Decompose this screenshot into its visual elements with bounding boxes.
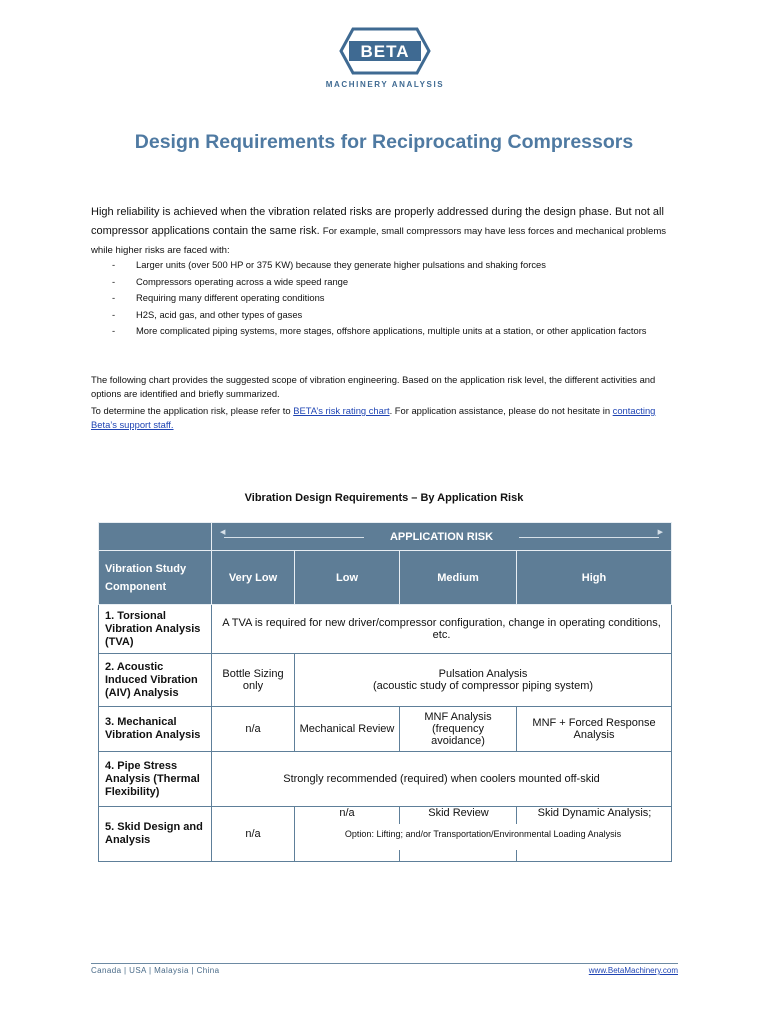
list-item: - H2S, acid gas, and other types of gases	[112, 308, 303, 320]
skid-low: n/a	[339, 807, 355, 819]
component-skid: 5. Skid Design and Analysis	[99, 807, 212, 862]
mech-very-low: n/a	[212, 707, 295, 752]
list-item: - Compressors operating across a wide speed range	[112, 275, 349, 287]
intro-part1: High reliability is achieved when the vibration related risks are properly addressed during the design phase. But not all compressor applications contain the same risk.	[91, 206, 664, 237]
chart-description: The following chart provides the suggested scope of vibration engineering. Based on the application risk level, the different activities and options are identified and briefly summarized.	[91, 374, 656, 399]
component-pipe-stress: 4. Pipe Stress Analysis (Thermal Flexibility)	[99, 752, 212, 807]
mech-low: Mechanical Review	[295, 707, 400, 752]
tva-requirement: A TVA is required for new driver/compressor configuration, change in operating conditions, etc.	[212, 605, 672, 654]
level-medium: Medium	[400, 551, 517, 605]
skid-options	[295, 807, 672, 862]
aiv-pulsation: Pulsation Analysis (acoustic study of compressor piping system)	[295, 654, 672, 707]
skid-option-note: Option: Lifting; and/or Transportation/Environmental Loading Analysis	[344, 829, 622, 839]
beta-logo	[318, 26, 452, 89]
footer-divider	[91, 963, 678, 964]
footer-website-link[interactable]: www.BetaMachinery.com	[588, 966, 678, 975]
skid-medium: Skid Review	[428, 807, 489, 819]
page-title: Design Requirements for Reciprocating Compressors	[134, 131, 634, 153]
list-item: - Requiring many different operating conditions	[112, 292, 325, 303]
arrow-right-icon: ▶	[657, 528, 664, 536]
level-very-low: Very Low	[212, 551, 295, 605]
list-item: - More complicated piping systems, more stages, offshore applications, multiple units at a station, or other application factors	[112, 325, 647, 336]
level-low: Low	[295, 551, 400, 605]
requirements-table	[98, 522, 672, 862]
skid-high: Skid Dynamic Analysis;	[537, 807, 652, 819]
table-row	[99, 605, 672, 654]
risk-rating-chart-link[interactable]: BETA’s risk rating chart	[293, 405, 390, 416]
pipe-requirement: Strongly recommended (required) when coolers mounted off-skid	[212, 752, 672, 807]
table-row	[99, 707, 672, 752]
risk-reference-paragraph: To determine the application risk, please refer to BETA’s risk rating chart. For application assistance, please do not hesitate in contacting Beta’s support staff.	[91, 405, 656, 430]
table-title: Vibration Design Requirements – By Application Risk	[244, 492, 524, 504]
table-row	[99, 807, 672, 862]
component-aiv: 2. Acoustic Induced Vibration (AIV) Analysis	[99, 654, 212, 707]
mech-medium: MNF Analysis (frequency avoidance)	[400, 707, 517, 752]
header-blank	[99, 523, 212, 551]
logo-brand: BETA	[360, 42, 410, 61]
list-item: - Larger units (over 500 HP or 375 KW) because they generate higher pulsations and shaking forces	[112, 259, 546, 270]
aiv-very-low: Bottle Sizing only	[212, 654, 295, 707]
skid-very-low: n/a	[212, 807, 295, 862]
support-staff-link[interactable]: contacting Beta’s support staff.	[91, 405, 656, 430]
intro-part2: For example, small compressors may have less forces and mechanical problems while higher risks are faced with:	[91, 226, 667, 256]
application-risk-header: ◀ APPLICATION RISK ▶	[212, 523, 672, 551]
table-row	[99, 752, 672, 807]
component-tva: 1. Torsional Vibration Analysis (TVA)	[99, 605, 212, 654]
logo-tagline: MACHINERY ANALYSIS	[325, 80, 445, 89]
table-row	[99, 654, 672, 707]
intro-paragraph	[91, 203, 681, 260]
mech-high: MNF + Forced Response Analysis	[517, 707, 672, 752]
component-mechanical: 3. Mechanical Vibration Analysis	[99, 707, 212, 752]
component-header: Vibration Study Component	[99, 551, 212, 605]
footer-locations: Canada | USA | Malaysia | China	[91, 966, 220, 975]
risk-list	[108, 258, 683, 341]
beta-hexagon-logo-icon	[339, 26, 431, 76]
level-high: High	[517, 551, 672, 605]
arrow-left-icon: ◀	[220, 528, 226, 536]
